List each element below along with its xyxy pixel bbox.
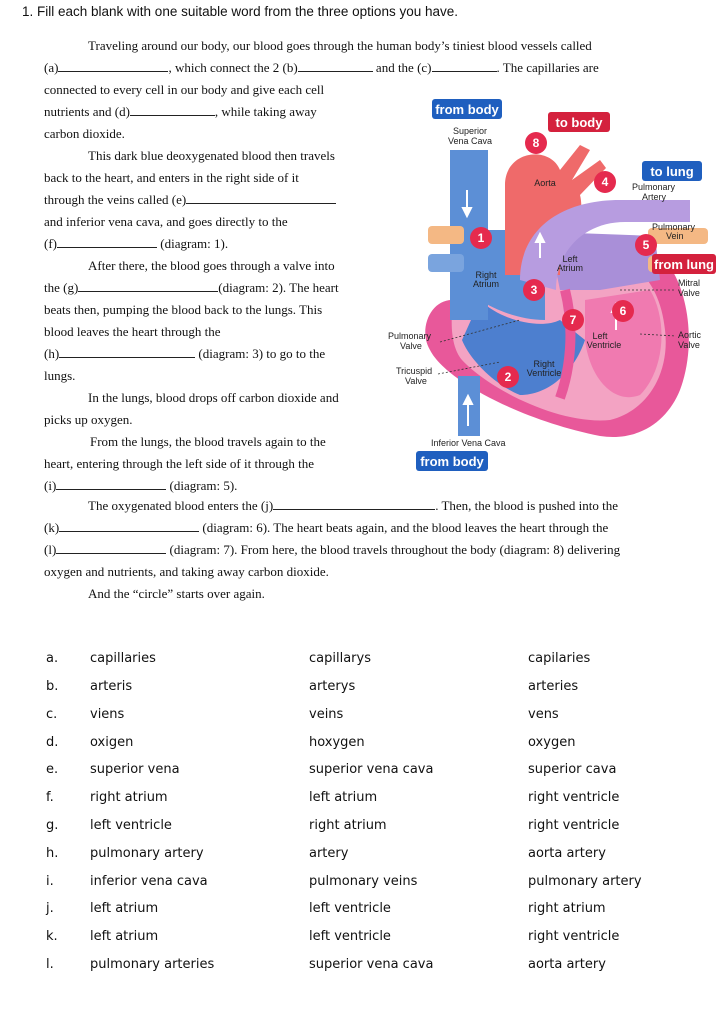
option-choice[interactable]: right atrium xyxy=(309,818,387,833)
label-right-atrium: Atrium xyxy=(472,279,500,289)
passage-line: (a) , which connect the 2 (b) and the (c) . The capillaries are xyxy=(44,60,599,75)
option-choice[interactable]: left ventricle xyxy=(309,901,391,916)
option-choice[interactable]: artery xyxy=(309,846,349,861)
label-tricuspid-valve: Valve xyxy=(405,376,427,386)
option-label: j. xyxy=(46,901,54,916)
label-pulmonary-vein-1: Pulmonary xyxy=(652,222,696,232)
instruction: 1. Fill each blank with one suitable word from the three options you have. xyxy=(22,4,458,19)
option-label: l. xyxy=(46,957,54,972)
passage-line: In the lungs, blood drops off carbon dioxide and xyxy=(88,390,339,405)
label-tricuspid: Tricuspid xyxy=(396,366,433,376)
passage-line: the (g) (diagram: 2). The heart xyxy=(44,280,339,295)
marker-1: 1 xyxy=(477,231,485,245)
from-body-top-label: from body xyxy=(435,102,499,117)
label-right-ventricle-2: Ventricle xyxy=(526,368,562,378)
option-choice[interactable]: capilaries xyxy=(528,651,591,666)
option-choice[interactable]: pulmonary veins xyxy=(309,874,418,889)
blank-h[interactable] xyxy=(59,346,195,358)
label-mitral: Mitral xyxy=(678,278,700,288)
option-label: e. xyxy=(46,762,59,777)
blank-g[interactable] xyxy=(78,280,218,292)
passage-line: oxygen and nutrients, and taking away carbon dioxide. xyxy=(44,564,329,579)
option-choice[interactable]: right ventricle xyxy=(528,790,620,805)
option-choice[interactable]: arteris xyxy=(90,679,133,694)
option-choice[interactable]: right atrium xyxy=(528,901,606,916)
option-label: k. xyxy=(46,929,58,944)
option-choice[interactable]: superior vena xyxy=(90,762,180,777)
label-pulmonary-valve-2: Valve xyxy=(400,341,422,351)
option-choice[interactable]: superior vena cava xyxy=(309,762,434,777)
option-label: i. xyxy=(46,874,54,889)
passage-line: This dark blue deoxygenated blood then travels xyxy=(88,148,335,163)
blank-e[interactable] xyxy=(186,192,336,204)
label-aortic-valve: Valve xyxy=(678,340,700,350)
option-label: d. xyxy=(46,735,59,750)
passage-line: through the veins called (e) xyxy=(44,192,336,208)
option-label: f. xyxy=(46,790,54,805)
blank-a[interactable] xyxy=(58,60,168,72)
passage-line: (k) (diagram: 6). The heart beats again, and the blood leaves the heart through the xyxy=(44,520,609,535)
option-choice[interactable]: pulmonary arteries xyxy=(90,957,215,972)
option-choice[interactable]: pulmonary artery xyxy=(90,846,204,861)
passage-line: Traveling around our body, our blood goes through the human body’s tiniest blood vessels called xyxy=(88,38,592,53)
label-right-ventricle: Right xyxy=(533,359,555,369)
marker-2: 2 xyxy=(504,370,512,384)
heart-diagram xyxy=(378,92,718,478)
option-choice[interactable]: arteries xyxy=(528,679,579,694)
label-left: Left xyxy=(562,254,578,264)
option-choice[interactable]: left atrium xyxy=(90,901,159,916)
to-body-label: to body xyxy=(555,115,603,130)
passage-line: blood leaves the heart through the xyxy=(44,324,221,339)
option-label: c. xyxy=(46,707,58,722)
option-label: h. xyxy=(46,846,59,861)
option-choice[interactable]: left ventricle xyxy=(309,929,391,944)
option-choice[interactable]: oxigen xyxy=(90,735,134,750)
marker-4: 4 xyxy=(601,175,609,189)
passage-line: and inferior vena cava, and goes directly to the xyxy=(44,214,288,229)
passage-line: back to the heart, and enters in the right side of it xyxy=(44,170,299,185)
to-lung-label: to lung xyxy=(650,164,694,179)
option-choice[interactable]: right ventricle xyxy=(528,818,620,833)
passage-line: The oxygenated blood enters the (j) . Then, the blood is pushed into the xyxy=(88,498,619,513)
option-choice[interactable]: arterys xyxy=(309,679,356,694)
option-choice[interactable]: superior vena cava xyxy=(309,957,434,972)
option-choice[interactable]: veins xyxy=(309,707,344,722)
label-aorta: Aorta xyxy=(534,178,556,188)
marker-3: 3 xyxy=(530,283,538,297)
blank-k[interactable] xyxy=(59,520,199,532)
passage-line: heart, entering through the left side of it through the xyxy=(44,456,315,471)
label-pulmonary-valve: Pulmonary xyxy=(388,331,432,341)
option-choice[interactable]: inferior vena cava xyxy=(90,874,208,889)
blank-d[interactable] xyxy=(130,104,215,116)
passage-line: beats then, pumping the blood back to the lungs. This xyxy=(44,302,323,317)
label-mitral-valve: Valve xyxy=(678,288,700,298)
label-ventricle: Ventricle xyxy=(586,340,622,350)
blank-f[interactable] xyxy=(57,236,157,248)
option-choice[interactable]: superior cava xyxy=(528,762,617,777)
passage-line: (l) (diagram: 7). From here, the blood travels throughout the body (diagram: 8) delivering xyxy=(44,542,621,557)
marker-8: 8 xyxy=(532,136,540,150)
label-left-ventricle: Left xyxy=(592,331,608,341)
label-pulmonary: Pulmonary xyxy=(632,182,676,192)
passage-line: lungs. xyxy=(44,368,76,383)
option-choice[interactable]: aorta artery xyxy=(528,957,606,972)
vessel-left-2 xyxy=(428,254,464,272)
label-right: Right xyxy=(475,270,497,280)
option-choice[interactable]: pulmonary artery xyxy=(528,874,642,889)
option-label: g. xyxy=(46,818,59,833)
blank-c[interactable] xyxy=(432,60,497,72)
option-choice[interactable]: viens xyxy=(90,707,125,722)
passage-line: And the “circle” starts over again. xyxy=(88,586,265,601)
blank-label-a: (a) xyxy=(44,60,59,75)
marker-7: 7 xyxy=(569,313,577,327)
passage-line: connected to every cell in our body and give each cell xyxy=(44,82,325,97)
passage-line: After there, the blood goes through a valve into xyxy=(88,258,335,273)
label-artery: Artery xyxy=(642,192,667,202)
label-atrium: Atrium xyxy=(556,263,584,273)
label-vena-cava: Vena Cava xyxy=(447,136,493,146)
passage-line: nutrients and (d) , while taking away xyxy=(44,104,317,119)
option-choice[interactable]: left atrium xyxy=(309,790,378,805)
option-choice[interactable]: vens xyxy=(528,707,559,722)
blank-b[interactable] xyxy=(298,60,373,72)
passage-line: (h) (diagram: 3) to go to the xyxy=(44,346,326,361)
marker-5: 5 xyxy=(642,238,650,252)
option-choice[interactable]: right ventricle xyxy=(528,929,620,944)
label-superior: Superior xyxy=(452,126,488,136)
passage-line: picks up oxygen. xyxy=(44,412,133,427)
passage-line: (f) (diagram: 1). xyxy=(44,236,229,251)
marker-6: 6 xyxy=(619,304,627,318)
blank-i[interactable] xyxy=(56,478,166,490)
label-inferior-vena-cava: Inferior Vena Cava xyxy=(431,438,506,448)
option-label: a. xyxy=(46,651,59,666)
option-label: b. xyxy=(46,679,59,694)
vessel-left-1 xyxy=(428,226,464,244)
blank-j[interactable] xyxy=(273,498,435,510)
option-choice[interactable]: oxygen xyxy=(528,735,576,750)
passage-line: carbon dioxide. xyxy=(44,126,125,141)
from-body-bottom-label: from body xyxy=(420,454,484,469)
option-choice[interactable]: hoxygen xyxy=(309,735,365,750)
option-choice[interactable]: right atrium xyxy=(90,790,168,805)
blank-l[interactable] xyxy=(56,542,166,554)
passage-line: From the lungs, the blood travels again to the xyxy=(90,434,326,449)
option-choice[interactable]: aorta artery xyxy=(528,846,606,861)
option-choice[interactable]: capillarys xyxy=(309,651,371,666)
label-aortic: Aortic xyxy=(678,330,702,340)
option-choice[interactable]: left ventricle xyxy=(90,818,172,833)
from-lung-label: from lung xyxy=(654,257,714,272)
option-choice[interactable]: capillaries xyxy=(90,651,156,666)
option-choice[interactable]: left atrium xyxy=(90,929,159,944)
label-pulmonary-vein-2: Vein xyxy=(666,231,684,241)
passage-line: (i) (diagram: 5). xyxy=(44,478,238,493)
